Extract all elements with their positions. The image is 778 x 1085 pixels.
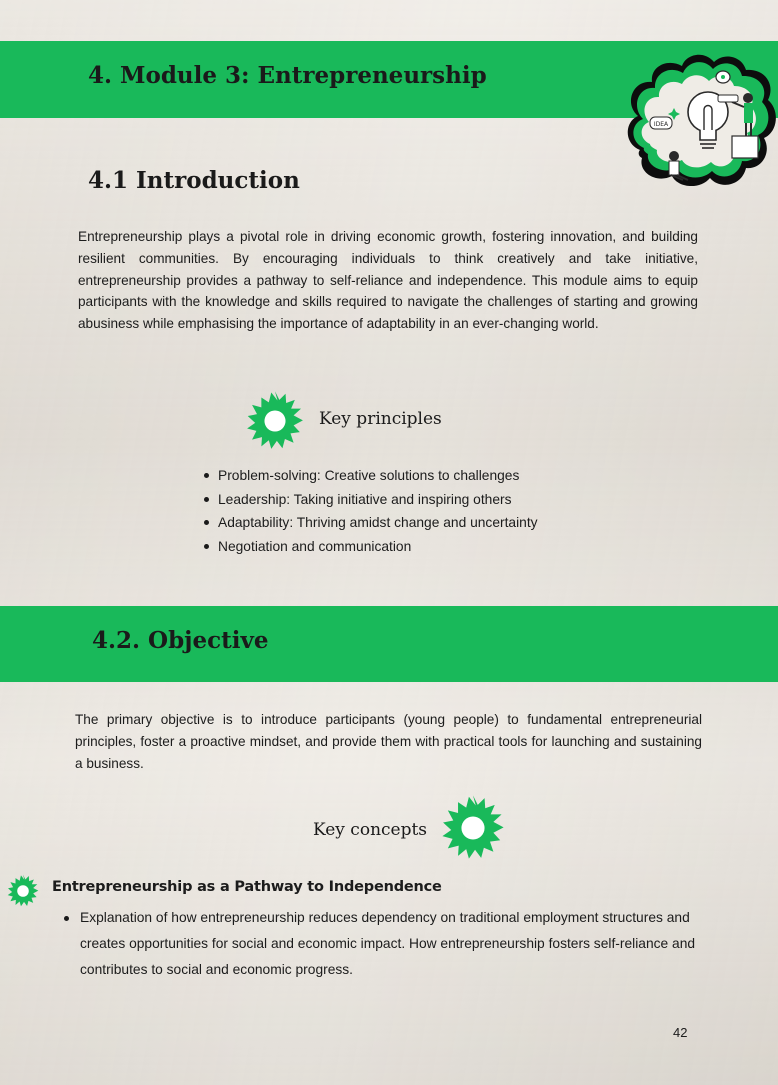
list-item: Leadership: Taking initiative and inspiring others bbox=[204, 488, 538, 512]
cog-icon bbox=[6, 874, 40, 908]
key-principles-heading: Key principles bbox=[319, 409, 442, 429]
list-item: Negotiation and communication bbox=[204, 535, 538, 559]
lightbulb-illustration bbox=[620, 40, 778, 195]
key-principles-list bbox=[204, 464, 538, 558]
objective-heading: 4.2. Objective bbox=[92, 627, 269, 654]
page-number: 42 bbox=[673, 1025, 688, 1040]
list-item: Explanation of how entrepreneurship reduces dependency on traditional employment structures and creates opportunities for social and economic impact. How entrepreneurship fosters self-reliance and contributes to social and economic progress. bbox=[63, 905, 723, 983]
list-item: Problem-solving: Creative solutions to challenges bbox=[204, 464, 538, 488]
intro-paragraph: Entrepreneurship plays a pivotal role in driving economic growth, fostering innovation, and building resilient communities. By encouraging individuals to think creatively and take initiative, entrepreneurship provides a pathway to self-reliance and independence. This module aims to equip participants with the knowledge and skills required to navigate the challenges of starting and growing abusiness while emphasising the importance of adaptability in an ever-changing world. bbox=[78, 229, 698, 332]
module-heading: 4. Module 3: Entrepreneurship bbox=[88, 62, 487, 89]
key-concepts-list bbox=[63, 905, 723, 983]
key-concepts-heading: Key concepts bbox=[313, 820, 428, 840]
cog-icon bbox=[439, 794, 507, 862]
list-item: Adaptability: Thriving amidst change and uncertainty bbox=[204, 511, 538, 535]
intro-heading: 4.1 Introduction bbox=[88, 167, 300, 194]
idea-bubble-text: IDEA bbox=[653, 121, 669, 128]
concept-title: Entrepreneurship as a Pathway to Independence bbox=[52, 879, 442, 895]
cog-icon bbox=[244, 390, 306, 452]
objective-paragraph: The primary objective is to introduce participants (young people) to fundamental entrepreneurial principles, foster a proactive mindset, and provide them with practical tools for launching and sustaining a business. bbox=[75, 712, 702, 771]
